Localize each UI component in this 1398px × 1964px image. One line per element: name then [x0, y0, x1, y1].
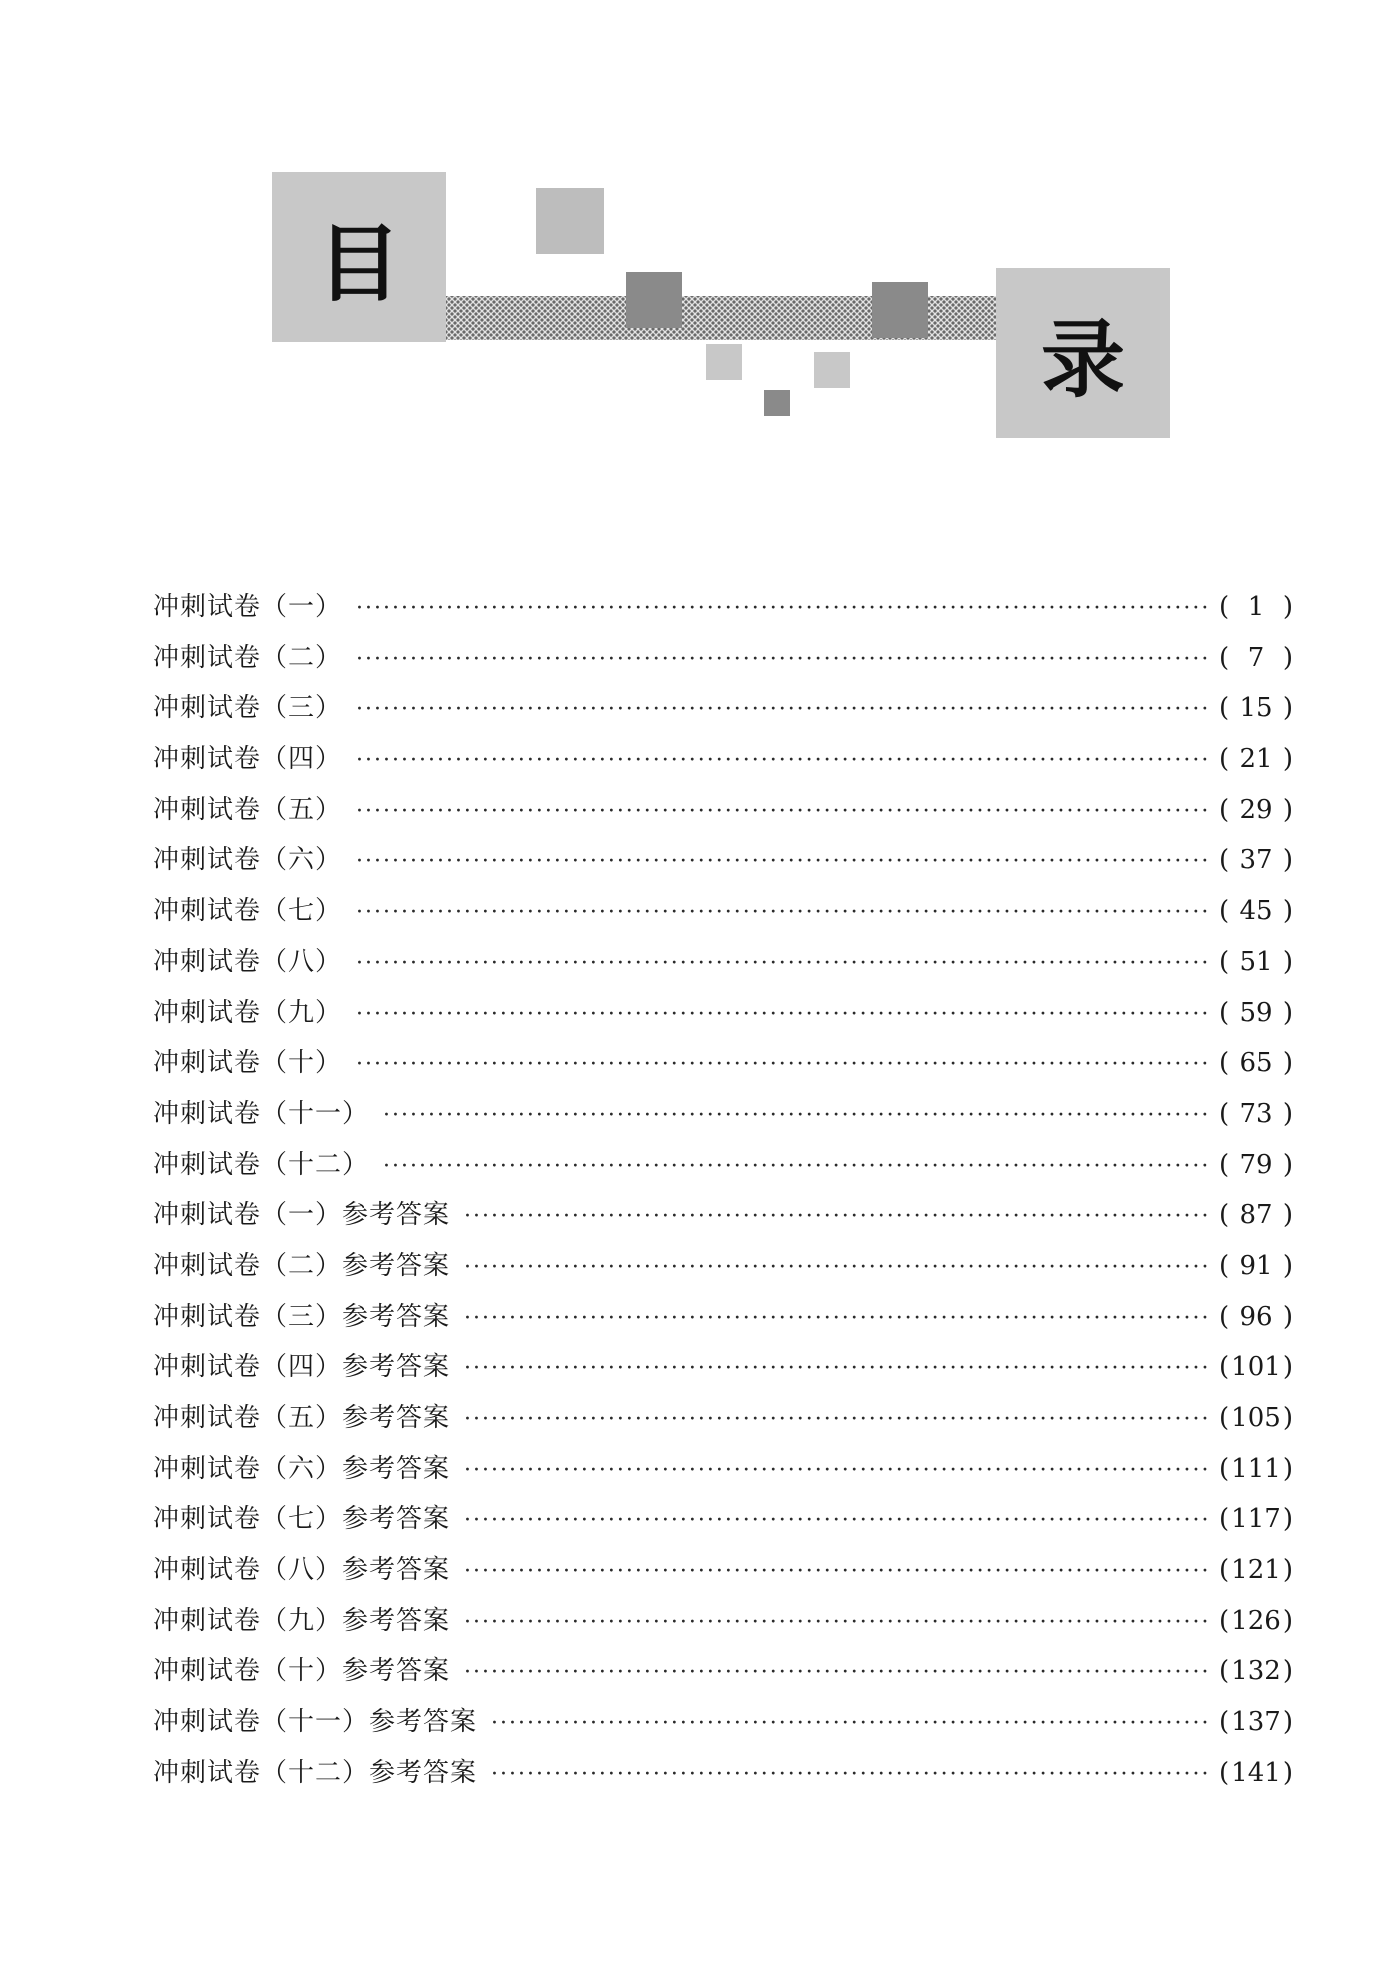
- table-of-contents: [153, 582, 1293, 1799]
- toc-page-number: 37: [1239, 845, 1273, 876]
- toc-entry-title: 冲刺试卷（九）参考答案: [153, 1605, 451, 1636]
- decor-square: [706, 344, 742, 380]
- paren-close: ): [1282, 1555, 1293, 1586]
- paren-close: ): [1282, 1605, 1293, 1636]
- toc-page-number: 73: [1239, 1098, 1273, 1129]
- paren-close: ): [1282, 1453, 1293, 1484]
- toc-page-number: 96: [1239, 1301, 1273, 1332]
- toc-leader-dots: [383, 1091, 1209, 1142]
- toc-entry-page: [1219, 734, 1293, 785]
- toc-entry[interactable]: [153, 1697, 1293, 1748]
- toc-leader-dots: [356, 685, 1209, 736]
- toc-entry-page: [1219, 1089, 1293, 1140]
- paren-close: ): [1282, 946, 1293, 977]
- toc-leader-dots: [356, 888, 1209, 939]
- paren-open: (: [1219, 1555, 1230, 1586]
- toc-entry-title: 冲刺试卷（五）: [153, 794, 343, 825]
- paren-open: (: [1219, 794, 1230, 825]
- toc-leader-dots: [464, 1598, 1209, 1649]
- paren-open: (: [1219, 1656, 1230, 1687]
- toc-entry[interactable]: [153, 633, 1293, 684]
- paren-close: ): [1282, 896, 1293, 927]
- paren-close: ): [1282, 794, 1293, 825]
- toc-entry[interactable]: [153, 937, 1293, 988]
- paren-close: ): [1282, 1352, 1293, 1383]
- toc-page-number: 29: [1239, 794, 1273, 825]
- paren-close: ): [1282, 1250, 1293, 1281]
- toc-entry-title: 冲刺试卷（十二）参考答案: [153, 1757, 478, 1788]
- paren-close: ): [1282, 1656, 1293, 1687]
- toc-leader-dots: [356, 584, 1209, 635]
- toc-page-number: 7: [1247, 642, 1265, 673]
- toc-entry-page: [1219, 633, 1293, 684]
- toc-entry-page: [1219, 1241, 1293, 1292]
- toc-entry[interactable]: [153, 1140, 1293, 1191]
- toc-leader-dots: [356, 787, 1209, 838]
- toc-entry-page: [1219, 1596, 1293, 1647]
- toc-page-number: 121: [1231, 1555, 1281, 1586]
- paren-close: ): [1282, 1707, 1293, 1738]
- toc-leader-dots: [464, 1496, 1209, 1547]
- toc-entry-page: [1219, 1190, 1293, 1241]
- paren-open: (: [1219, 744, 1230, 775]
- toc-page-number: 79: [1239, 1149, 1273, 1180]
- toc-leader-dots: [464, 1547, 1209, 1598]
- toc-entry-page: [1219, 785, 1293, 836]
- toc-entry-page: [1219, 1342, 1293, 1393]
- toc-leader-dots: [464, 1344, 1209, 1395]
- toc-entry-page: [1219, 1748, 1293, 1799]
- paren-open: (: [1219, 1453, 1230, 1484]
- toc-entry-title: 冲刺试卷（二）参考答案: [153, 1250, 451, 1281]
- toc-entry[interactable]: [153, 1748, 1293, 1799]
- toc-page-number: 65: [1239, 1048, 1273, 1079]
- toc-entry-title: 冲刺试卷（八）: [153, 946, 343, 977]
- toc-leader-dots: [464, 1294, 1209, 1345]
- paren-close: ): [1282, 1200, 1293, 1231]
- paren-open: (: [1219, 1250, 1230, 1281]
- toc-leader-dots: [356, 939, 1209, 990]
- toc-entry-page: [1219, 988, 1293, 1039]
- paren-open: (: [1219, 642, 1230, 673]
- decor-square: [872, 282, 928, 338]
- title-char-mu: 目: [272, 172, 446, 342]
- paren-open: (: [1219, 1149, 1230, 1180]
- toc-entry[interactable]: [153, 1444, 1293, 1495]
- toc-entry-page: [1219, 937, 1293, 988]
- paren-close: ): [1282, 997, 1293, 1028]
- toc-leader-dots: [356, 837, 1209, 888]
- toc-leader-dots: [491, 1699, 1209, 1750]
- paren-close: ): [1282, 1301, 1293, 1332]
- paren-open: (: [1219, 693, 1230, 724]
- toc-entry[interactable]: [153, 1038, 1293, 1089]
- paren-open: (: [1219, 1504, 1230, 1535]
- toc-entry[interactable]: [153, 1596, 1293, 1647]
- toc-leader-dots: [356, 736, 1209, 787]
- paren-close: ): [1282, 1149, 1293, 1180]
- toc-entry-title: 冲刺试卷（十二）: [153, 1149, 370, 1180]
- toc-entry-page: [1219, 1140, 1293, 1191]
- toc-page-number: 105: [1231, 1403, 1281, 1433]
- paren-open: (: [1219, 1352, 1230, 1383]
- toc-entry-title: 冲刺试卷（四）参考答案: [153, 1352, 451, 1383]
- toc-entry-page: [1219, 1494, 1293, 1545]
- paren-close: ): [1282, 1098, 1293, 1129]
- toc-entry-title: 冲刺试卷（七）参考答案: [153, 1504, 451, 1535]
- toc-page-number: 15: [1239, 693, 1273, 724]
- paren-close: ): [1282, 642, 1293, 673]
- toc-entry-title: 冲刺试卷（十一）参考答案: [153, 1707, 478, 1738]
- toc-leader-dots: [464, 1192, 1209, 1243]
- toc-entry-title: 冲刺试卷（一）参考答案: [153, 1200, 451, 1231]
- toc-entry[interactable]: [153, 1089, 1293, 1140]
- paren-close: ): [1282, 1403, 1293, 1433]
- paren-open: (: [1219, 1707, 1230, 1738]
- toc-entry[interactable]: [153, 1646, 1293, 1697]
- paren-open: (: [1219, 1098, 1230, 1129]
- toc-entry-title: 冲刺试卷（七）: [153, 896, 343, 927]
- toc-entry[interactable]: [153, 785, 1293, 836]
- toc-leader-dots: [356, 990, 1209, 1041]
- decor-square: [764, 390, 790, 416]
- paren-close: ): [1282, 592, 1293, 622]
- paren-close: ): [1282, 744, 1293, 775]
- toc-entry-title: 冲刺试卷（十）参考答案: [153, 1656, 451, 1687]
- paren-open: (: [1219, 592, 1230, 622]
- toc-leader-dots: [356, 635, 1209, 686]
- paren-close: ): [1282, 845, 1293, 876]
- toc-entry-title: 冲刺试卷（十）: [153, 1048, 343, 1079]
- toc-entry[interactable]: [153, 1241, 1293, 1292]
- toc-entry-title: 冲刺试卷（十一）: [153, 1098, 370, 1129]
- paren-open: (: [1219, 1605, 1230, 1636]
- title-char-lu: 录: [996, 268, 1170, 438]
- toc-page-number: 87: [1239, 1200, 1273, 1231]
- paren-close: ): [1282, 693, 1293, 724]
- toc-page-number: 51: [1239, 946, 1273, 977]
- toc-entry[interactable]: [153, 1494, 1293, 1545]
- toc-page-number: 101: [1231, 1352, 1281, 1383]
- toc-entry-page: [1219, 1292, 1293, 1343]
- toc-page-number: 91: [1239, 1250, 1273, 1281]
- paren-open: (: [1219, 845, 1230, 876]
- toc-leader-dots: [464, 1243, 1209, 1294]
- toc-page-number: 111: [1231, 1453, 1281, 1484]
- paren-open: (: [1219, 1403, 1230, 1433]
- toc-entry[interactable]: [153, 683, 1293, 734]
- decor-square: [814, 352, 850, 388]
- toc-page-number: 59: [1239, 997, 1273, 1028]
- paren-open: (: [1219, 896, 1230, 927]
- toc-entry-page: [1219, 683, 1293, 734]
- paren-open: (: [1219, 1301, 1230, 1332]
- toc-page-number: 126: [1231, 1605, 1281, 1636]
- decor-square: [536, 188, 604, 254]
- toc-leader-dots: [464, 1446, 1209, 1497]
- paren-close: ): [1282, 1504, 1293, 1535]
- toc-entry-page: [1219, 1646, 1293, 1697]
- toc-entry-title: 冲刺试卷（三）: [153, 693, 343, 724]
- paren-open: (: [1219, 946, 1230, 977]
- toc-entry[interactable]: [153, 988, 1293, 1039]
- toc-entry-title: 冲刺试卷（八）参考答案: [153, 1555, 451, 1586]
- toc-entry-title: 冲刺试卷（六）参考答案: [153, 1453, 451, 1484]
- toc-entry-title: 冲刺试卷（三）参考答案: [153, 1301, 451, 1332]
- toc-leader-dots: [383, 1142, 1209, 1193]
- toc-entry-page: [1219, 886, 1293, 937]
- toc-entry-page: [1219, 1444, 1293, 1495]
- toc-entry[interactable]: [153, 1393, 1293, 1444]
- toc-page-number: 132: [1231, 1656, 1281, 1687]
- toc-entry-title: 冲刺试卷（二）: [153, 642, 343, 673]
- decor-square: [626, 272, 682, 328]
- toc-leader-dots: [491, 1750, 1209, 1801]
- toc-page-number: 45: [1239, 896, 1273, 927]
- toc-entry-page: [1219, 1038, 1293, 1089]
- paren-open: (: [1219, 997, 1230, 1028]
- paren-open: (: [1219, 1200, 1230, 1231]
- paren-open: (: [1219, 1048, 1230, 1079]
- toc-entry[interactable]: [153, 1342, 1293, 1393]
- toc-entry[interactable]: [153, 582, 1293, 633]
- toc-entry-page: [1219, 1393, 1293, 1444]
- toc-entry-title: 冲刺试卷（一）: [153, 592, 343, 622]
- toc-leader-dots: [464, 1648, 1209, 1699]
- toc-entry-page: [1219, 1697, 1293, 1748]
- toc-page-number: 141: [1231, 1757, 1281, 1788]
- paren-close: ): [1282, 1757, 1293, 1788]
- toc-entry-title: 冲刺试卷（四）: [153, 744, 343, 775]
- toc-header-decoration: [0, 0, 1398, 460]
- toc-entry[interactable]: [153, 734, 1293, 785]
- toc-entry[interactable]: [153, 835, 1293, 886]
- toc-entry[interactable]: [153, 1292, 1293, 1343]
- paren-open: (: [1219, 1757, 1230, 1788]
- toc-leader-dots: [356, 1040, 1209, 1091]
- toc-entry-page: [1219, 582, 1293, 633]
- toc-page-number: 1: [1247, 592, 1265, 622]
- toc-page-number: 137: [1231, 1707, 1281, 1738]
- toc-page-number: 21: [1239, 744, 1273, 775]
- toc-entry-page: [1219, 835, 1293, 886]
- toc-leader-dots: [464, 1395, 1209, 1446]
- toc-entry[interactable]: [153, 1190, 1293, 1241]
- toc-entry[interactable]: [153, 886, 1293, 937]
- toc-entry-title: 冲刺试卷（九）: [153, 997, 343, 1028]
- toc-entry[interactable]: [153, 1545, 1293, 1596]
- toc-page-number: 117: [1231, 1504, 1281, 1535]
- toc-entry-page: [1219, 1545, 1293, 1596]
- toc-entry-title: 冲刺试卷（六）: [153, 845, 343, 876]
- paren-close: ): [1282, 1048, 1293, 1079]
- toc-entry-title: 冲刺试卷（五）参考答案: [153, 1403, 451, 1433]
